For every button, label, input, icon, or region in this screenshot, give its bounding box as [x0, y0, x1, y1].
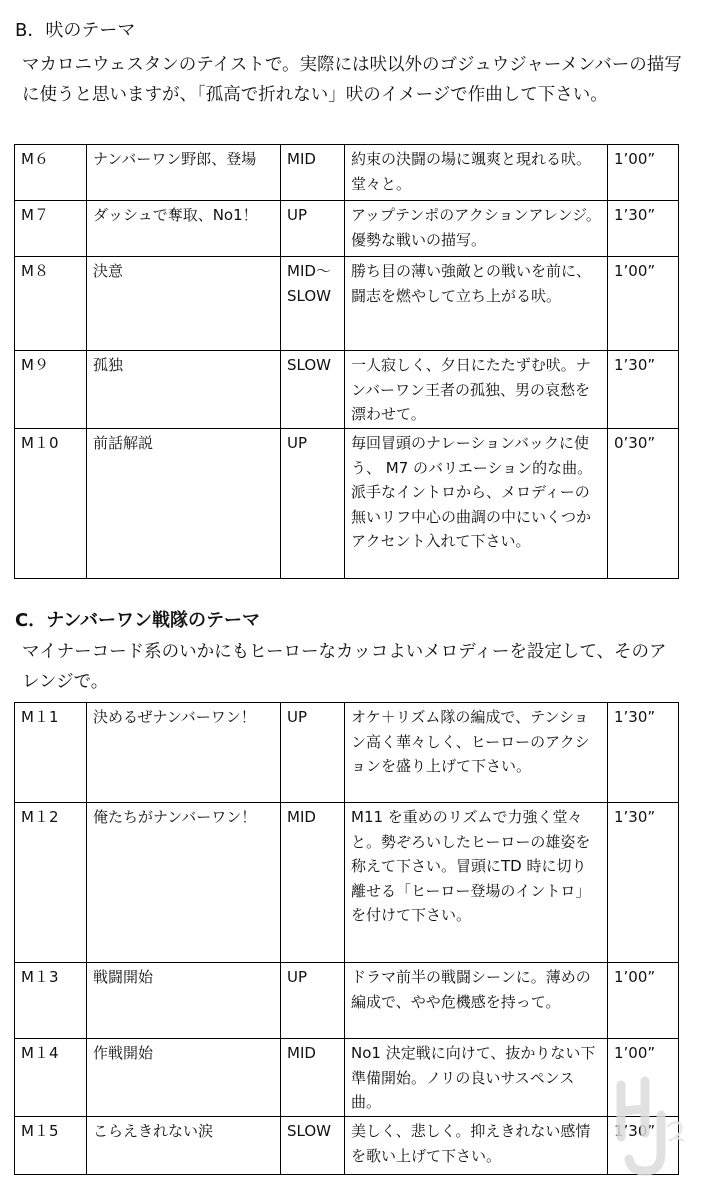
cue-duration: 1’30” — [608, 1117, 679, 1175]
cue-tempo: UP — [281, 201, 345, 257]
table-row — [15, 429, 679, 579]
cue-duration: 1’30” — [608, 703, 679, 803]
cue-number: M６ — [15, 145, 87, 201]
table-row — [15, 803, 679, 963]
cue-duration: 1’30” — [608, 351, 679, 429]
cue-tempo: MID — [281, 1039, 345, 1117]
cue-description: ドラマ前半の戦闘シーンに。薄めの編成で、やや危機感を持って。 — [345, 963, 608, 1039]
cue-duration: 1’30” — [608, 201, 679, 257]
cue-tempo: UP — [281, 429, 345, 579]
table-row — [15, 351, 679, 429]
cue-tempo: SLOW — [281, 1117, 345, 1175]
cue-title: 決めるぜナンバーワン！ — [87, 703, 281, 803]
section-b-table — [14, 144, 679, 579]
cue-title: 前話解説 — [87, 429, 281, 579]
cue-number: M１5 — [15, 1117, 87, 1175]
table-row — [15, 257, 679, 351]
section-b-heading: B．吠のテーマ — [15, 20, 136, 41]
cue-description: M11 を重めのリズムで力強く堂々と。勢ぞろいしたヒーローの雄姿を称えて下さい。冒頭にTD 時に切り離せる「ヒーロー登場のイントロ」を付けて下さい。 — [345, 803, 608, 963]
cue-title: こらえきれない涙 — [87, 1117, 281, 1175]
cue-number: M１0 — [15, 429, 87, 579]
cue-tempo: SLOW — [281, 351, 345, 429]
cue-tempo: UP — [281, 703, 345, 803]
cue-number: M８ — [15, 257, 87, 351]
table-row — [15, 703, 679, 803]
table-row — [15, 201, 679, 257]
table-row — [15, 963, 679, 1039]
watermark-logo-icon — [609, 1075, 689, 1180]
cue-duration: 1’00” — [608, 257, 679, 351]
cue-title: ダッシュで奪取、No1！ — [87, 201, 281, 257]
cue-number: M１3 — [15, 963, 87, 1039]
cue-title: 俺たちがナンバーワン！ — [87, 803, 281, 963]
section-b-intro: マカロニウェスタンのテイストで。実際には吠以外のゴジュウジャーメンバーの描写に使うと思いますが、「孤高で折れない」吠のイメージで作曲して下さい。 — [22, 55, 682, 105]
cue-number: M９ — [15, 351, 87, 429]
table-row — [15, 1039, 679, 1117]
section-c-heading: C．ナンバーワン戦隊のテーマ — [15, 610, 261, 631]
cue-description: 勝ち目の薄い強敵との戦いを前に、闘志を燃やして立ち上がる吠。 — [345, 257, 608, 351]
cue-number: M１1 — [15, 703, 87, 803]
cue-duration: 0’30” — [608, 429, 679, 579]
cue-description: 美しく、悲しく。抑えきれない感情を歌い上げて下さい。 — [345, 1117, 608, 1175]
cue-description: 毎回冒頭のナレーションバックに使う、 M7 のバリエーション的な曲。派手なイントロから、メロディーの無いリフ中心の曲調の中にいくつかアクセント入れて下さい。 — [345, 429, 608, 579]
cue-title: 決意 — [87, 257, 281, 351]
cue-tempo: MID — [281, 803, 345, 963]
cue-tempo: MID — [281, 145, 345, 201]
cue-title: 作戦開始 — [87, 1039, 281, 1117]
cue-duration: 1’00” — [608, 145, 679, 201]
cue-description: 約束の決闘の場に颯爽と現れる吠。堂々と。 — [345, 145, 608, 201]
cue-duration: 1’00” — [608, 963, 679, 1039]
table-row — [15, 1117, 679, 1175]
cue-number: M７ — [15, 201, 87, 257]
cue-duration: 1’30” — [608, 803, 679, 963]
section-c-intro: マイナーコード系のいかにもヒーローなカッコよいメロディーを設定して、そのアレンジで。 — [22, 642, 667, 692]
cue-description: オケ＋リズム隊の編成で、テンション高く華々しく、ヒーローのアクションを盛り上げて下さい。 — [345, 703, 608, 803]
cue-number: M１4 — [15, 1039, 87, 1117]
cue-number: M１2 — [15, 803, 87, 963]
section-c-table — [14, 702, 679, 1175]
cue-tempo: MID〜SLOW — [281, 257, 345, 351]
cue-tempo: UP — [281, 963, 345, 1039]
cue-description: 一人寂しく、夕日にたたずむ吠。ナンバーワン王者の孤独、男の哀愁を漂わせて。 — [345, 351, 608, 429]
cue-title: 孤独 — [87, 351, 281, 429]
table-row — [15, 145, 679, 201]
cue-title: ナンバーワン野郎、登場 — [87, 145, 281, 201]
cue-description: No1 決定戦に向けて、抜かりない下準備開始。ノリの良いサスペンス曲。 — [345, 1039, 608, 1117]
cue-description: アップテンポのアクションアレンジ。優勢な戦いの描写。 — [345, 201, 608, 257]
cue-title: 戦闘開始 — [87, 963, 281, 1039]
cue-duration: 1’00” — [608, 1039, 679, 1117]
